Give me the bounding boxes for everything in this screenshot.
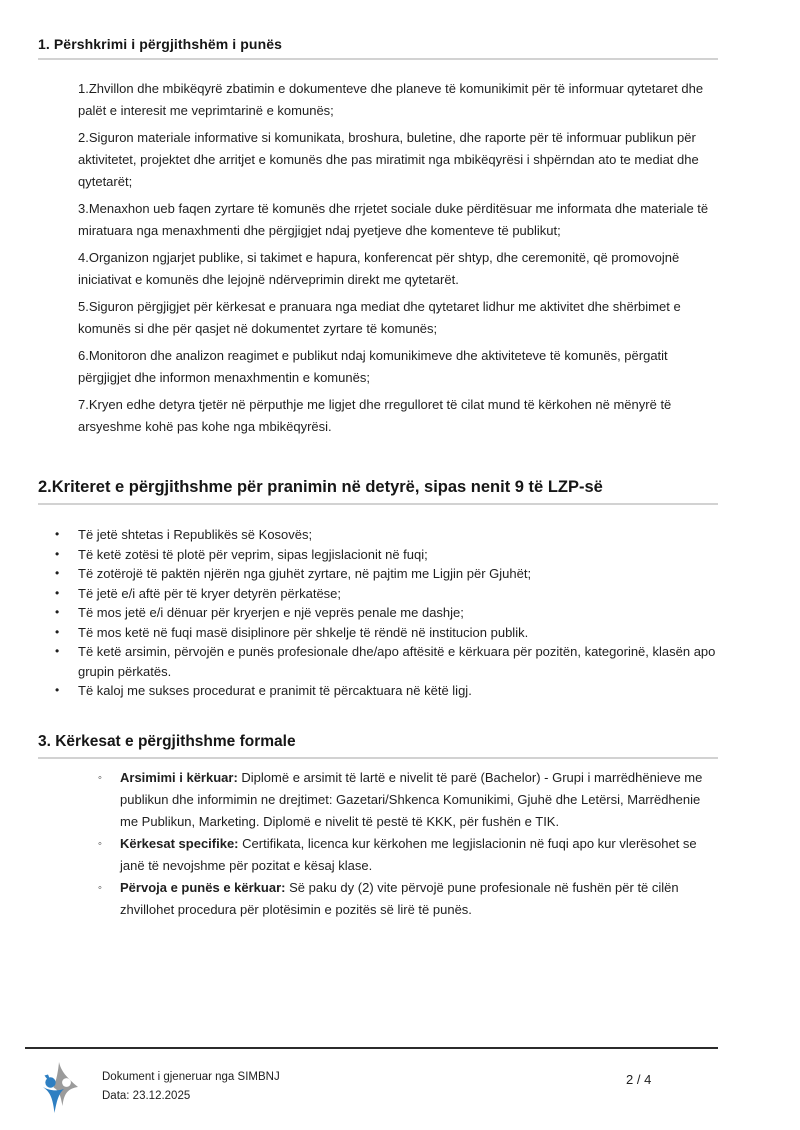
document-content xyxy=(38,0,718,921)
requirement-label: Përvoja e punës e kërkuar: xyxy=(120,879,286,895)
job-duty-paragraph: 7.Kryen edhe detyra tjetër në përputhje me ligjet dhe rregulloret të cilat mund të kërkohen në mënyrë të arsyeshme kohë pas kohe nga mbikëqyrësi. xyxy=(78,397,672,434)
job-duties-list xyxy=(78,78,718,438)
job-duty-paragraph: 1.Zhvillon dhe mbikëqyrë zbatimin e dokumenteve dhe planeve të komunikimit për të informuar qytetaret dhe palët e interesit me veprimtarinë e komunës; xyxy=(78,81,704,118)
simbnj-logo-icon xyxy=(40,1062,80,1114)
criteria-item: • Të kaloj me sukses procedurat e pranimit të përcaktuara në këtë ligj. xyxy=(38,681,718,701)
requirement-item xyxy=(38,767,718,833)
criteria-item: • Të zotërojë të paktën njërën nga gjuhët zyrtare, në pajtim me Ligjin për Gjuhët; xyxy=(38,564,718,584)
criteria-item: • Të mos ketë në fuqi masë disiplinore për shkelje të rëndë në institucion publik. xyxy=(38,623,718,643)
formal-requirements-list xyxy=(38,767,718,921)
job-duty-paragraph: 2.Siguron materiale informative si komunikata, broshura, buletine, dhe raporte për të informuar publikun për aktivitetet, projektet dhe arritjet e komunës dhe pas miratimit nga mbikëqyrësi i shpërndan ato te mediat dhe qytetarët; xyxy=(78,130,699,189)
criteria-item: • Të ketë arsimin, përvojën e punës profesionale dhe/apo aftësitë e kërkuara për pozitën, kategorinë, klasën apo grupin përkatës. xyxy=(38,642,718,681)
requirement-text: Diplomë e arsimit të lartë e nivelit të parë (Bachelor) - Grupi i marrëdhënieve me publikun dhe informimin ne drejtimet: Gazetari/Shkenca Komunikimi, Gjuhë dhe Letërsi, Marrëdhenie me Publikun, Marketing. Diplomë e nivelit të pestë të KKK, për fushën e TIK. xyxy=(120,769,703,829)
criteria-item: • Të jetë shtetas i Republikës së Kosovës; xyxy=(38,525,718,545)
requirement-item xyxy=(38,877,718,921)
requirement-text: Së paku dy (2) vite përvojë pune profesionale në fushën për të cilën zhvillohet procedura për plotësimin e pozitës së lirë të punës. xyxy=(120,879,679,917)
section-formal-requirements xyxy=(38,733,718,921)
footer-meta xyxy=(102,1068,280,1106)
criteria-item: • Të mos jetë e/i dënuar për kryerjen e një veprës penale me dashje; xyxy=(38,603,718,623)
requirement-label: Arsimimi i kërkuar: xyxy=(120,769,238,785)
section-job-description xyxy=(38,36,718,438)
job-duty-paragraph: 3.Menaxhon ueb faqen zyrtare të komunës dhe rrjetet sociale duke përditësuar me informata dhe materiale të miratuara nga menaxhmenti dhe përgjigjet ndaj pyetjeve dhe komenteve të publikut; xyxy=(78,201,709,238)
page-number: 2 / 4 xyxy=(626,1072,652,1087)
job-duty-paragraph: 4.Organizon ngjarjet publike, si takimet e hapura, konferencat për shtyp, dhe ceremonitë, që promovojnë iniciativat e komunës dhe lejojnë ndërveprimin direkt me qytetarët. xyxy=(78,250,680,287)
section-3-divider xyxy=(38,757,718,759)
footer-divider xyxy=(25,1047,718,1049)
section-2-divider xyxy=(38,503,718,505)
job-duty-paragraph: 5.Siguron përgjigjet për kërkesat e pranuara nga mediat dhe qytetaret lidhur me aktivitet dhe shërbimet e komunës si dhe për qasjet në dokumentet zyrtare të komunës; xyxy=(78,299,681,336)
section-general-criteria xyxy=(38,478,718,701)
criteria-item: • Të ketë zotësi të plotë për veprim, sipas legjislacionit në fuqi; xyxy=(38,545,718,565)
requirement-item xyxy=(38,833,718,877)
section-3-title: 3. Kërkesat e përgjithshme formale xyxy=(38,732,296,750)
footer-date: Data: 23.12.2025 xyxy=(102,1090,191,1102)
section-2-title: 2.Kriteret e përgjithshme për pranimin në detyrë, sipas nenit 9 të LZP-së xyxy=(38,478,603,496)
footer-generated-by: Dokument i gjeneruar nga SIMBNJ xyxy=(102,1071,280,1083)
criteria-list xyxy=(38,525,718,701)
criteria-item: • Të jetë e/i aftë për të kryer detyrën përkatëse; xyxy=(38,584,718,604)
section-1-title: 1. Përshkrimi i përgjithshëm i punës xyxy=(38,36,283,52)
job-duty-paragraph: 6.Monitoron dhe analizon reagimet e publikut ndaj komunikimeve dhe aktiviteteve të komunës, përgatit përgjigjet dhe informon menaxhmentin e komunës; xyxy=(78,348,668,385)
section-1-divider xyxy=(38,58,718,60)
requirement-text: Certifikata, licenca kur kërkohen me legjislacionin në fuqi apo kur vlerësohet se janë të nevojshme për pozitat e kësaj klase. xyxy=(120,835,697,873)
requirement-label: Kërkesat specifike: xyxy=(120,835,239,851)
